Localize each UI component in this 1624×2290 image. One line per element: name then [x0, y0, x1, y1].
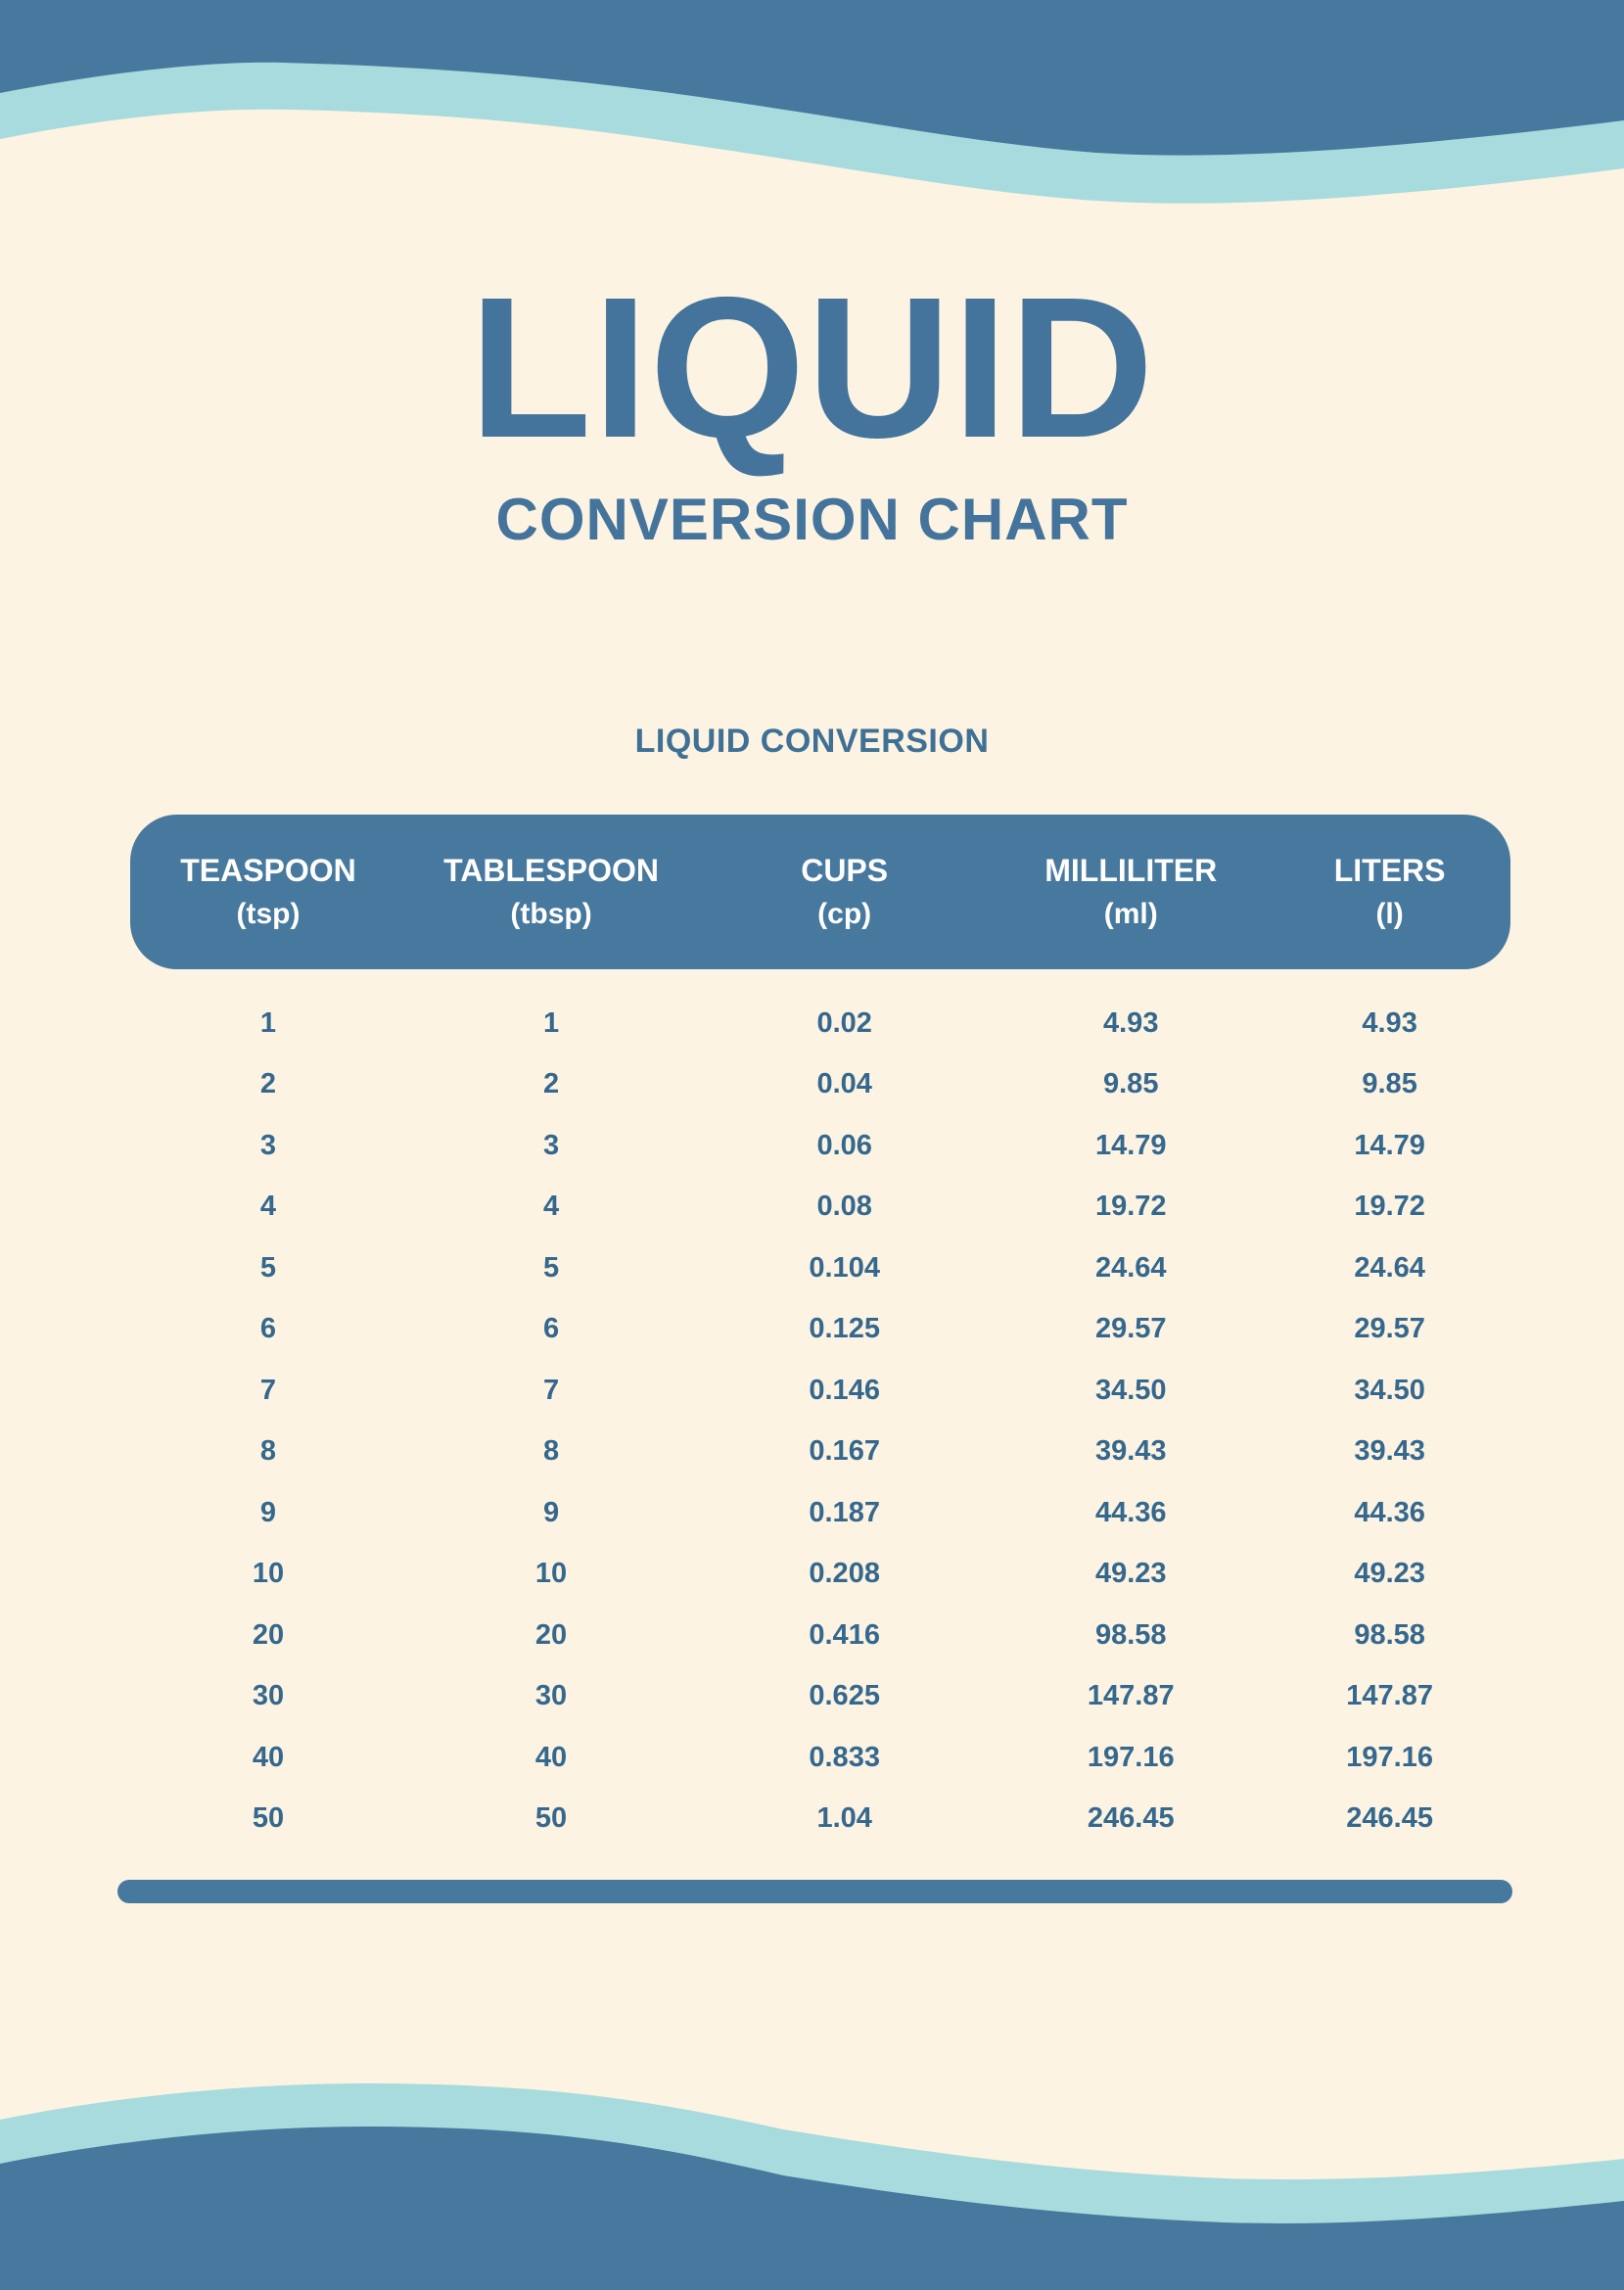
table-cell: 147.87 [1346, 1680, 1433, 1712]
table-cell: 9 [542, 1496, 560, 1528]
table-cell: 7 [259, 1374, 277, 1406]
table-cell: 14.79 [1354, 1129, 1425, 1161]
table-cell: 5 [542, 1251, 560, 1284]
table-cell: 0.146 [809, 1374, 880, 1406]
table-cell: 4 [542, 1191, 560, 1223]
table-cell: 0.06 [816, 1129, 872, 1161]
table-row [130, 1727, 1510, 1789]
table-row [130, 1115, 1510, 1177]
table-cell: 50 [252, 1802, 285, 1835]
table-cell: 0.167 [809, 1435, 880, 1468]
table-cell: 1.04 [816, 1802, 872, 1835]
table-cell: 9.85 [1362, 1068, 1417, 1100]
table-row [130, 1666, 1510, 1728]
table-cell: 1 [259, 1006, 277, 1039]
table-cell: 246.45 [1087, 1802, 1175, 1835]
table-row [130, 1482, 1510, 1544]
table-cell: 0.08 [816, 1191, 872, 1223]
table-row [130, 1605, 1510, 1666]
column-label: LITERS [1333, 853, 1446, 889]
table-row [130, 1238, 1510, 1299]
column-header-tablespoon [406, 848, 696, 936]
table-cell: 0.187 [809, 1496, 880, 1528]
table-cell: 30 [534, 1680, 568, 1712]
table-cell: 34.50 [1354, 1374, 1425, 1406]
column-header-milliliter [993, 848, 1269, 936]
table-cell: 9.85 [1103, 1068, 1159, 1100]
table-cell: 19.72 [1094, 1191, 1167, 1223]
table-footer-bar [117, 1880, 1512, 1903]
page-title: LIQUID [469, 256, 1155, 480]
page-subtitle: CONVERSION CHART [495, 487, 1129, 553]
title-block [0, 256, 1624, 553]
table-cell: 8 [259, 1435, 277, 1468]
bottom-wave-decoration [0, 1898, 1624, 2290]
table-cell: 20 [534, 1618, 568, 1651]
table-cell: 6 [542, 1313, 560, 1345]
table-cell: 5 [259, 1251, 277, 1284]
table-cell: 0.208 [809, 1558, 880, 1590]
table-row [130, 1544, 1510, 1606]
table-cell: 7 [542, 1374, 560, 1406]
table-cell: 8 [542, 1435, 560, 1468]
table-row [130, 1422, 1510, 1483]
table-cell: 44.36 [1354, 1496, 1425, 1528]
table-cell: 44.36 [1094, 1496, 1167, 1528]
table-row [130, 1177, 1510, 1238]
table-cell: 2 [542, 1068, 560, 1100]
table-cell: 197.16 [1087, 1741, 1175, 1773]
table-cell: 0.625 [809, 1680, 880, 1712]
table-cell: 49.23 [1094, 1558, 1167, 1590]
table-row [130, 1789, 1510, 1850]
table-cell: 147.87 [1087, 1680, 1175, 1712]
table-cell: 24.64 [1094, 1251, 1167, 1284]
column-header-teaspoon [130, 848, 406, 936]
table-cell: 40 [534, 1741, 568, 1773]
table-cell: 39.43 [1354, 1435, 1425, 1468]
table-row [130, 993, 1510, 1054]
column-label: MILLILITER [1044, 853, 1218, 889]
column-label: CUPS [801, 853, 889, 889]
column-unit: (cp) [817, 898, 872, 931]
column-label: TABLESPOON [443, 853, 659, 889]
table-cell: 4.93 [1362, 1006, 1417, 1039]
table-cell: 50 [534, 1802, 568, 1835]
table-cell: 98.58 [1354, 1618, 1425, 1651]
table-header [130, 815, 1510, 969]
column-unit: (l) [1375, 898, 1404, 931]
table-cell: 98.58 [1094, 1618, 1167, 1651]
column-unit: (tsp) [236, 898, 301, 931]
table-row [130, 1299, 1510, 1361]
column-header-cups [696, 848, 993, 936]
table-cell: 9 [259, 1496, 277, 1528]
table-row [130, 1054, 1510, 1116]
column-header-liters [1269, 848, 1510, 936]
table-row [130, 1360, 1510, 1422]
table-cell: 0.02 [816, 1006, 872, 1039]
table-cell: 19.72 [1354, 1191, 1425, 1223]
table-cell: 40 [252, 1741, 285, 1773]
column-unit: (tbsp) [510, 898, 592, 931]
table-cell: 1 [542, 1006, 560, 1039]
table-cell: 34.50 [1094, 1374, 1167, 1406]
table-cell: 10 [534, 1558, 568, 1590]
table-cell: 20 [252, 1618, 285, 1651]
table-cell: 0.833 [809, 1741, 880, 1773]
table-cell: 4.93 [1103, 1006, 1159, 1039]
table-cell: 3 [259, 1129, 277, 1161]
table-cell: 6 [259, 1313, 277, 1345]
table-cell: 49.23 [1354, 1558, 1425, 1590]
table-cell: 197.16 [1346, 1741, 1433, 1773]
table-cell: 14.79 [1094, 1129, 1167, 1161]
table-cell: 2 [259, 1068, 277, 1100]
column-label: TEASPOON [180, 853, 356, 889]
table-cell: 0.04 [816, 1068, 872, 1100]
table-cell: 0.125 [809, 1313, 880, 1345]
table-body [130, 993, 1510, 1849]
table-title: LIQUID CONVERSION [634, 723, 990, 760]
table-cell: 29.57 [1354, 1313, 1425, 1345]
table-cell: 29.57 [1094, 1313, 1167, 1345]
table-cell: 4 [259, 1191, 277, 1223]
table-cell: 0.104 [809, 1251, 880, 1284]
table-cell: 24.64 [1354, 1251, 1425, 1284]
table-cell: 30 [252, 1680, 285, 1712]
table-cell: 0.416 [809, 1618, 880, 1651]
table-cell: 3 [542, 1129, 560, 1161]
column-unit: (ml) [1103, 898, 1158, 931]
table-cell: 246.45 [1346, 1802, 1433, 1835]
table-cell: 10 [252, 1558, 285, 1590]
table-cell: 39.43 [1094, 1435, 1167, 1468]
